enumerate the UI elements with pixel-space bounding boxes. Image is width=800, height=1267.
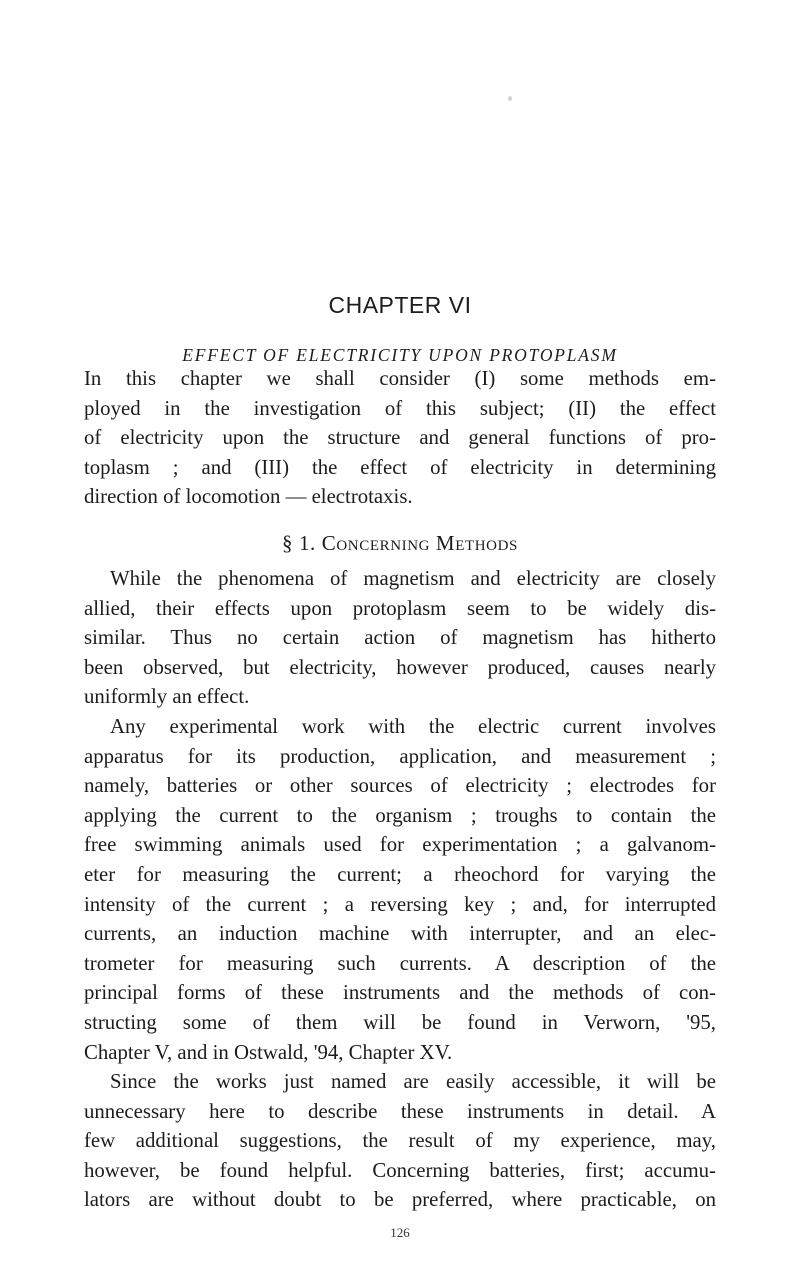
- text-line: apparatus for its production, application, and measurement ;: [84, 744, 716, 768]
- text-line: eter for measuring the current; a rheochord for varying the: [84, 862, 716, 886]
- section-heading: § 1. Concerning Methods: [282, 531, 518, 555]
- text-line: similar. Thus no certain action of magnetism has hitherto: [84, 626, 716, 650]
- text-line: of electricity upon the structure and general functions of pro-: [84, 426, 716, 450]
- text-line: principal forms of these instruments and the methods of con-: [84, 981, 716, 1005]
- text-line: uniformly an effect.: [84, 685, 250, 709]
- paper-speck: [508, 96, 512, 101]
- text-line: namely, batteries or other sources of electricity ; electrodes for: [84, 774, 716, 798]
- text-line: few additional suggestions, the result of my experience, may,: [84, 1129, 716, 1153]
- text-line: free swimming animals used for experimentation ; a galvanom-: [84, 833, 716, 857]
- text-line: ployed in the investigation of this subject; (II) the effect: [84, 396, 716, 420]
- text-line: been observed, but electricity, however produced, causes nearly: [84, 655, 716, 679]
- text-line: Any experimental work with the electric current involves: [110, 715, 716, 738]
- text-line: In this chapter we shall consider (I) some methods em-: [84, 367, 716, 390]
- text-line: Chapter V, and in Ostwald, '94, Chapter XV.: [84, 1040, 453, 1064]
- text-line: Since the works just named are easily accessible, it will be: [110, 1070, 716, 1093]
- text-line: direction of locomotion — electrotaxis.: [84, 485, 413, 509]
- text-line: currents, an induction machine with interrupter, and an elec-: [84, 922, 716, 946]
- text-line: trometer for measuring such currents. A description of the: [84, 951, 716, 975]
- text-line: unnecessary here to describe these instruments in detail. A: [84, 1099, 716, 1123]
- text-line: allied, their effects upon protoplasm seem to be widely dis-: [84, 596, 716, 620]
- text-line: however, be found helpful. Concerning batteries, first; accumu-: [84, 1158, 716, 1182]
- text-line: While the phenomena of magnetism and electricity are closely: [110, 567, 716, 590]
- text-line: structing some of them will be found in Verworn, '95,: [84, 1010, 716, 1034]
- text-line: intensity of the current ; a reversing key ; and, for interrupted: [84, 892, 716, 916]
- intro-paragraph: [84, 364, 716, 512]
- page-number: 126: [390, 1225, 410, 1240]
- chapter-title: EFFECT OF ELECTRICITY UPON PROTOPLASM: [182, 345, 618, 365]
- text-line: applying the current to the organism ; troughs to contain the: [84, 803, 716, 827]
- text-line: toplasm ; and (III) the effect of electricity in determining: [84, 455, 716, 479]
- paragraph-3: [84, 1067, 716, 1215]
- paragraph-1: [84, 564, 716, 712]
- text-line: lators are without doubt to be preferred, where practicable, on: [84, 1188, 716, 1212]
- chapter-heading: CHAPTER VI: [328, 292, 472, 318]
- paragraph-2: [84, 712, 716, 1067]
